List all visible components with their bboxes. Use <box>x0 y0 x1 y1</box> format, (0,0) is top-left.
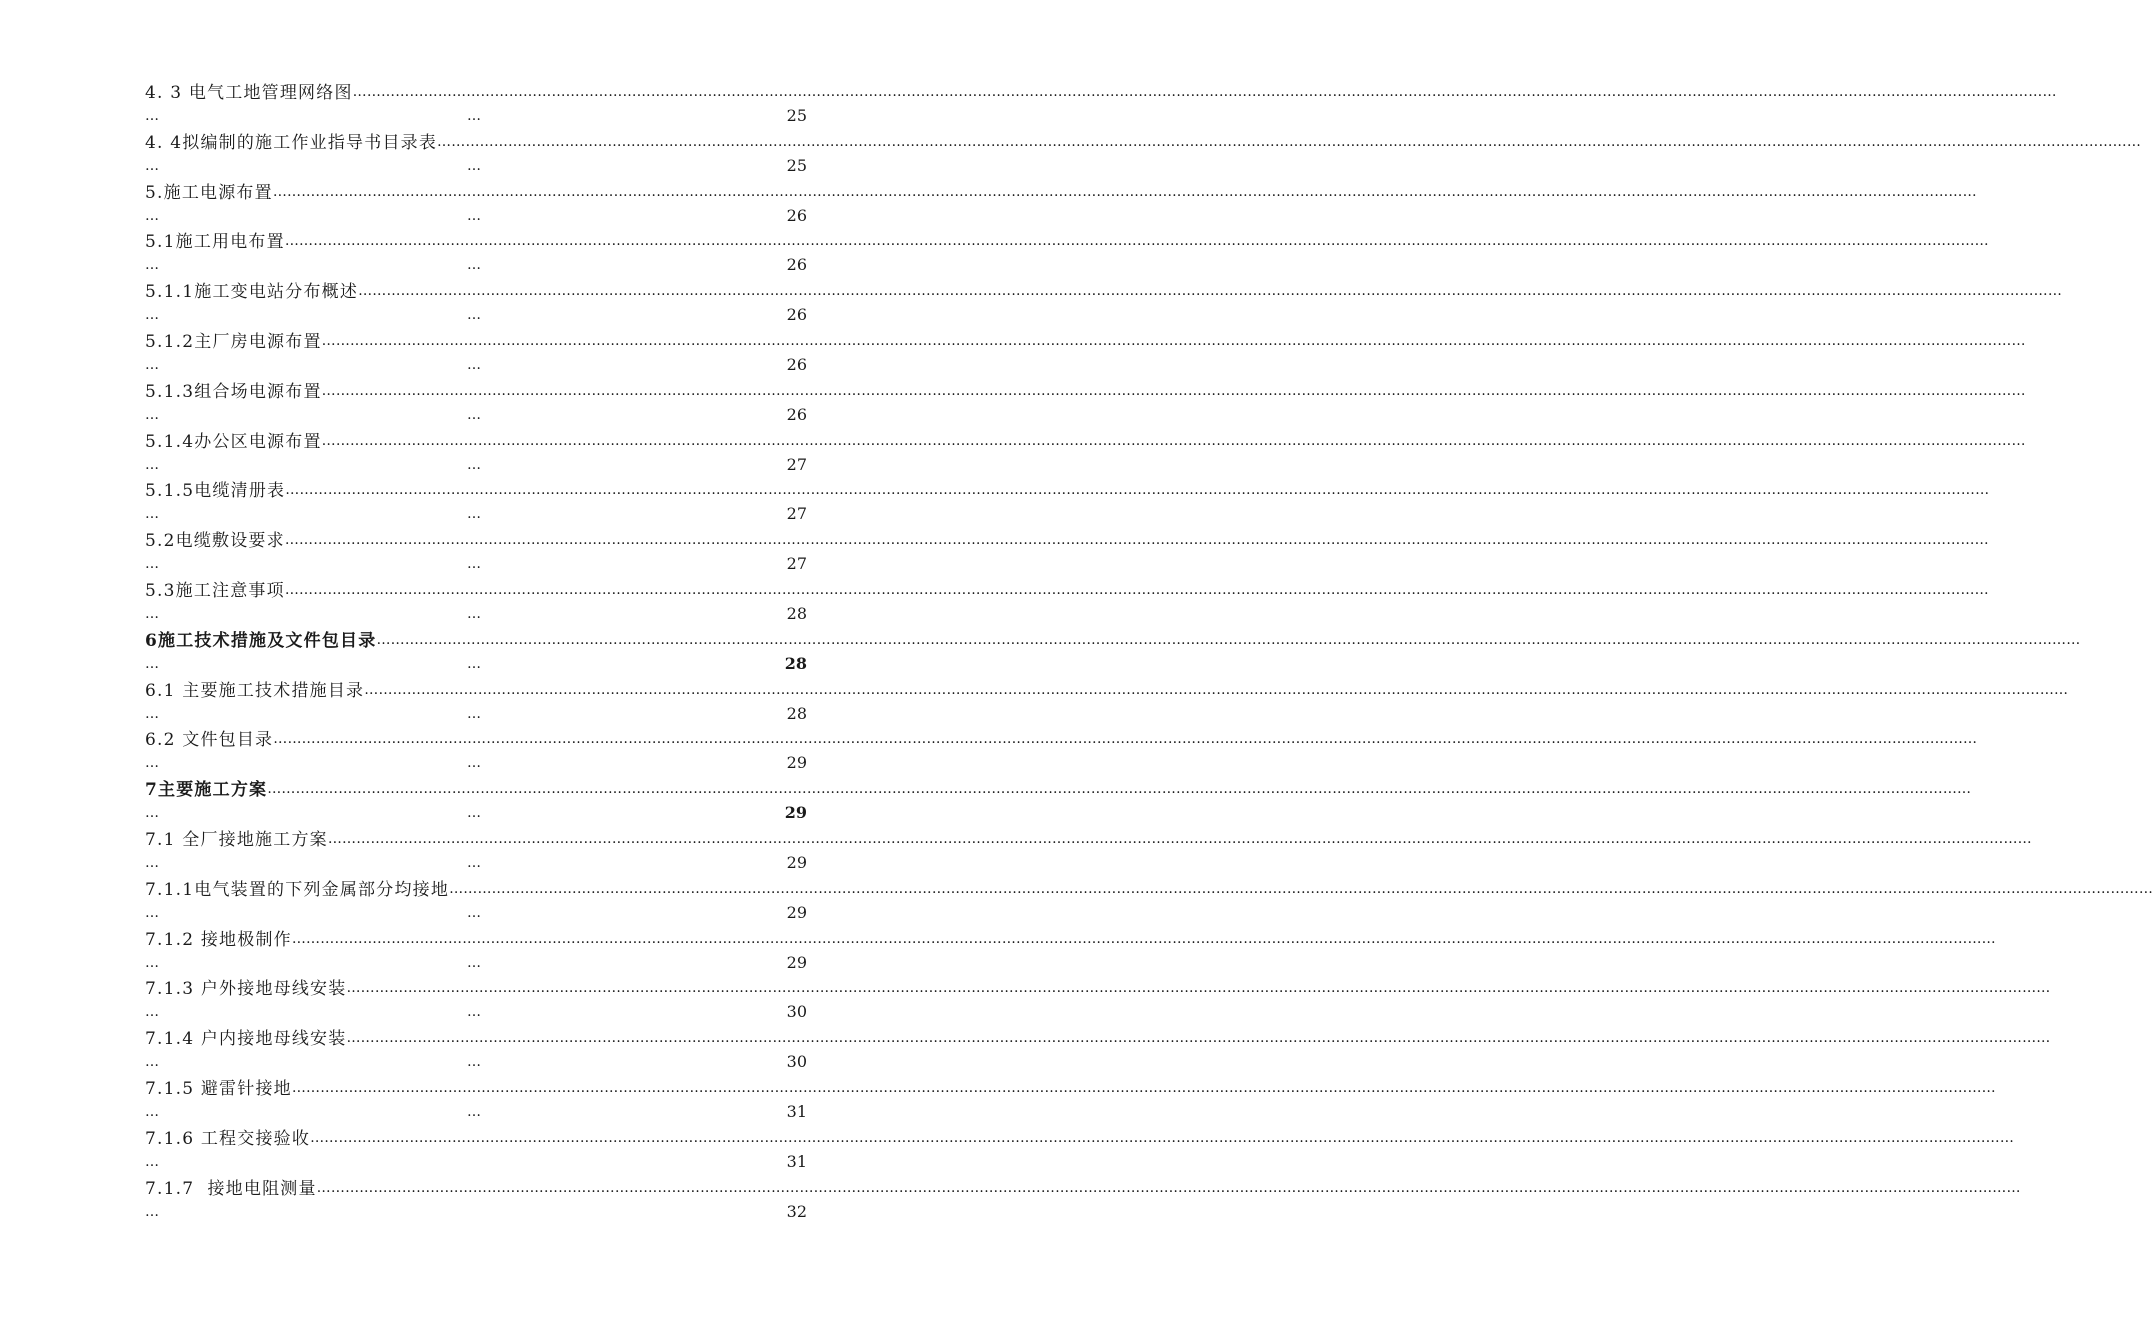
toc-entry-title: 4. 3 电气工地管理网络图 <box>145 83 353 103</box>
dot-leader-continuation: … <box>145 805 160 822</box>
dot-leader: ……………………………………………………………………………………………………………………………………………………………………………………………………………………………………………………………………………………………………………………………… <box>273 731 1978 748</box>
toc-entry[interactable] <box>145 1124 2015 1174</box>
dot-leader: ……………………………………………………………………………………………………………………………………………………………………………………………………………………………………………………………………………………………………………………………… <box>358 283 2063 300</box>
dot-leader-continuation: … <box>145 1054 160 1071</box>
dot-leader-continuation: … <box>145 854 160 871</box>
toc-entry-page: 30 <box>786 1052 807 1072</box>
toc-entry-page: 31 <box>786 1101 807 1121</box>
dot-leader-middle: … <box>467 954 482 971</box>
toc-entry-title: 5.1.3组合场电源布置 <box>145 381 322 402</box>
toc-entry-page: 29 <box>786 753 807 773</box>
dot-leader-middle: … <box>467 805 482 822</box>
toc-entry[interactable] <box>145 476 1990 526</box>
dot-leader: ……………………………………………………………………………………………………………………………………………………………………………………………………………………………………………………………………………………………………………………………… <box>376 631 2081 648</box>
toc-entry[interactable] <box>145 626 2081 676</box>
toc-entry-title: 5.2电缆敷设要求 <box>145 531 285 552</box>
dot-leader: ……………………………………………………………………………………………………………………………………………………………………………………………………………………………………………………………………………………………………………………………… <box>449 880 2153 897</box>
dot-leader-middle: … <box>467 605 482 622</box>
toc-entry-page: 26 <box>786 354 807 374</box>
toc-entry[interactable] <box>145 775 1972 825</box>
dot-leader-continuation: … <box>145 904 160 921</box>
dot-leader: ……………………………………………………………………………………………………………………………………………………………………………………………………………………………………………………………………………………………………………………………… <box>291 1079 1996 1096</box>
dot-leader-middle: … <box>467 108 482 124</box>
toc-entry-title: 5.1.1施工变电站分布概述 <box>145 282 359 303</box>
dot-leader-middle: … <box>467 406 482 423</box>
toc-entry-page: 28 <box>786 703 807 723</box>
dot-leader-middle: … <box>467 705 482 722</box>
dot-leader-middle: … <box>467 356 482 373</box>
toc-entry-page: 25 <box>786 155 807 175</box>
dot-leader-continuation: … <box>145 157 160 174</box>
dot-leader: ……………………………………………………………………………………………………………………………………………………………………………………………………………………………………………………………………………………………………………………………… <box>321 332 2026 349</box>
toc-entry-title: 6施工技术措施及文件包目录 <box>145 630 377 651</box>
toc-entry-page: 29 <box>786 952 807 972</box>
dot-leader: ……………………………………………………………………………………………………………………………………………………………………………………………………………………………………………………………………………………………………………………………… <box>321 432 2026 449</box>
toc-entry[interactable] <box>145 1024 2051 1074</box>
dot-leader-continuation: … <box>145 207 160 224</box>
toc-entry[interactable] <box>145 576 1989 626</box>
toc-entry[interactable] <box>145 825 2032 875</box>
toc-entry[interactable] <box>145 78 2057 128</box>
toc-entry-page: 26 <box>786 205 807 225</box>
toc-entry-title: 6.2 文件包目录 <box>145 730 274 751</box>
toc-entry[interactable] <box>145 925 1996 975</box>
dot-leader-continuation: … <box>145 556 160 573</box>
toc-entry-title: 5.3施工注意事项 <box>145 580 285 601</box>
toc-entry-title: 4. 4拟编制的施工作业指导书目录表 <box>145 132 438 153</box>
toc-entry[interactable] <box>145 377 2026 427</box>
toc-entry[interactable] <box>145 1074 1996 1124</box>
dot-leader-middle: … <box>467 655 482 672</box>
dot-leader-middle: … <box>467 1054 482 1071</box>
toc-entry-page: 31 <box>786 1151 807 1171</box>
dot-leader-continuation: … <box>145 307 160 324</box>
dot-leader: ……………………………………………………………………………………………………………………………………………………………………………………………………………………………………………………………………………………………………………………………… <box>284 581 1989 598</box>
dot-leader: ……………………………………………………………………………………………………………………………………………………………………………………………………………………………………………………………………………………………………………………………… <box>291 930 1996 947</box>
dot-leader-continuation: … <box>145 755 160 772</box>
dot-leader: ……………………………………………………………………………………………………………………………………………………………………………………………………………………………………………………………………………………………………………………………… <box>364 681 2069 698</box>
toc-entry-page: 32 <box>786 1201 807 1221</box>
toc-entry[interactable] <box>145 128 2142 178</box>
dot-leader-middle: … <box>467 157 482 174</box>
toc-entry[interactable] <box>145 526 1989 576</box>
toc-entry-page: 27 <box>786 554 807 574</box>
toc-entry-page: 27 <box>786 454 807 474</box>
dot-leader: ……………………………………………………………………………………………………………………………………………………………………………………………………………………………………………………………………………………………………………………………… <box>321 382 2026 399</box>
toc-entry[interactable] <box>145 725 1978 775</box>
toc-entry-title: 5.1.4办公区电源布置 <box>145 431 322 452</box>
toc-entry[interactable] <box>145 178 1977 228</box>
toc-entry[interactable] <box>145 974 2051 1024</box>
toc-entry-title: 7.1.4 户内接地母线安装 <box>145 1029 347 1050</box>
toc-entry-page: 30 <box>786 1002 807 1022</box>
dot-leader-continuation: … <box>145 406 160 423</box>
dot-leader-continuation: … <box>145 1103 160 1120</box>
toc-entry-page: 29 <box>784 803 807 823</box>
toc-entry-title: 7.1.6 工程交接验收 <box>145 1128 311 1149</box>
toc-entry[interactable] <box>145 327 2026 377</box>
toc-entry-page: 25 <box>786 106 807 125</box>
toc-entry-title: 7.1.2 接地极制作 <box>145 929 292 950</box>
dot-leader-middle: … <box>467 207 482 224</box>
toc-entry-page: 29 <box>786 852 807 872</box>
dot-leader-continuation: … <box>145 108 160 124</box>
toc-entry-page: 28 <box>786 603 807 623</box>
dot-leader-middle: … <box>467 854 482 871</box>
toc-entry-page: 26 <box>786 404 807 424</box>
toc-entry[interactable] <box>145 875 2153 925</box>
dot-leader-middle: … <box>467 456 482 473</box>
dot-leader: ……………………………………………………………………………………………………………………………………………………………………………………………………………………………………………………………………………………………………………………………… <box>284 532 1989 549</box>
dot-leader-middle: … <box>467 1004 482 1021</box>
dot-leader: ……………………………………………………………………………………………………………………………………………………………………………………………………………………………………………………………………………………………………………………………… <box>285 482 1990 499</box>
dot-leader-continuation: … <box>145 705 160 722</box>
dot-leader-middle: … <box>467 506 482 523</box>
dot-leader: ……………………………………………………………………………………………………………………………………………………………………………………………………………………………………………………………………………………………………………………………… <box>327 830 2032 847</box>
toc-entry-title: 5.1.5电缆清册表 <box>145 481 286 502</box>
toc-entry[interactable] <box>145 676 2069 726</box>
dot-leader-middle: … <box>467 904 482 921</box>
toc-entry-title: 5.1.2主厂房电源布置 <box>145 331 322 352</box>
toc-entry-page: 26 <box>786 305 807 325</box>
toc-entry-title: 7.1.7 接地电阻测量 <box>145 1178 317 1199</box>
dot-leader-middle: … <box>467 755 482 772</box>
dot-leader: ……………………………………………………………………………………………………………………………………………………………………………………………………………………………………………………………………………………………………………………………… <box>310 1129 2015 1146</box>
dot-leader: ……………………………………………………………………………………………………………………………………………………………………………………………………………………………………………………………………………………………………………………………… <box>272 183 1977 200</box>
toc-entry-page: 28 <box>784 653 807 673</box>
toc-entry-title: 7.1.5 避雷针接地 <box>145 1078 292 1099</box>
table-of-contents <box>145 78 2153 1223</box>
toc-entry[interactable] <box>145 427 2026 477</box>
toc-entry-title: 5.1施工用电布置 <box>145 232 285 253</box>
toc-entry-page: 26 <box>786 255 807 275</box>
dot-leader: ……………………………………………………………………………………………………………………………………………………………………………………………………………………………………………………………………………………………………………………………… <box>267 781 1972 798</box>
toc-entry-title: 6.1 主要施工技术措施目录 <box>145 680 365 701</box>
toc-entry-title: 7主要施工方案 <box>145 780 268 801</box>
dot-leader-continuation: … <box>145 954 160 971</box>
dot-leader-continuation: … <box>145 257 160 274</box>
dot-leader: ……………………………………………………………………………………………………………………………………………………………………………………………………………………………………………………………………………………………………………………………… <box>437 133 2142 150</box>
toc-entry-title: 7.1.3 户外接地母线安装 <box>145 979 347 1000</box>
dot-leader-continuation: … <box>145 655 160 672</box>
dot-leader-middle: … <box>467 556 482 573</box>
dot-leader-middle: … <box>467 1103 482 1120</box>
dot-leader-continuation: … <box>145 456 160 473</box>
toc-entry-title: 5.施工电源布置 <box>145 182 273 203</box>
dot-leader-continuation: … <box>145 1153 160 1170</box>
dot-leader: ……………………………………………………………………………………………………………………………………………………………………………………………………………………………………………………………………………………………………………………………… <box>346 980 2051 997</box>
dot-leader-continuation: … <box>145 506 160 523</box>
toc-entry[interactable] <box>145 277 2063 327</box>
dot-leader-continuation: … <box>145 605 160 622</box>
dot-leader-middle: … <box>467 307 482 324</box>
dot-leader-middle: … <box>467 257 482 274</box>
dot-leader: ……………………………………………………………………………………………………………………………………………………………………………………………………………………………………………………………………………………………………………………………… <box>284 233 1989 250</box>
toc-entry[interactable] <box>145 227 1989 277</box>
toc-entry-title: 7.1 全厂接地施工方案 <box>145 829 328 850</box>
dot-leader: ……………………………………………………………………………………………………………………………………………………………………………………………………………………………………………………………………………………………………………………………… <box>352 84 2057 100</box>
toc-entry-title: 7.1.1电气装置的下列金属部分均接地 <box>145 879 450 900</box>
toc-entry-page: 27 <box>786 504 807 524</box>
dot-leader-continuation: … <box>145 1004 160 1021</box>
dot-leader-continuation: … <box>145 356 160 373</box>
toc-entry-page: 29 <box>786 902 807 922</box>
dot-leader: ……………………………………………………………………………………………………………………………………………………………………………………………………………………………………………………………………………………………………………………………… <box>346 1030 2051 1047</box>
toc-entry[interactable] <box>145 1174 2021 1224</box>
dot-leader-continuation: … <box>145 1203 160 1220</box>
dot-leader: ……………………………………………………………………………………………………………………………………………………………………………………………………………………………………………………………………………………………………………………………… <box>316 1179 2021 1196</box>
